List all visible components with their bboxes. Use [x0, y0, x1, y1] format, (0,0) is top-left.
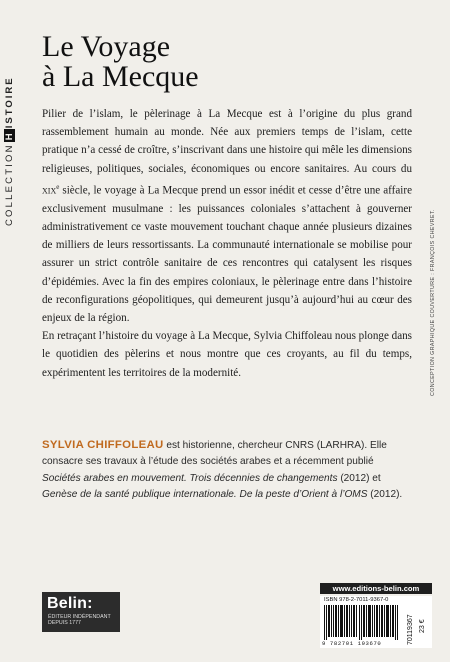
belin-logo-line-2: DEPUIS 1777 [48, 620, 81, 627]
century-sup: e [56, 182, 60, 191]
belin-logo-line-1: ÉDITEUR INDÉPENDANT [48, 614, 111, 620]
book-title [42, 32, 199, 92]
barcode-bars [324, 605, 400, 640]
title-line-2: à La Mecque [42, 60, 199, 93]
cover-design-credit: CONCEPTION GRAPHIQUE COUVERTURE : FRANÇOIS CHEVRET. [430, 209, 436, 396]
collection-h-mark: H [4, 131, 15, 141]
belin-logo [42, 592, 120, 632]
barcode-digits: 9 782701 193670 [322, 640, 382, 647]
author-bio-a: est historienne, chercheur CNRS (LARHRA). Elle consacre ses travaux à l’étude des sociétés arabes et a récemment publié [42, 440, 387, 468]
summary-text [42, 105, 412, 382]
author-name: SYLVIA CHIFFOLEAU [42, 439, 164, 451]
collection-label [4, 76, 15, 226]
collection-label-prefix: COLLECTION [4, 143, 15, 226]
belin-logo-word: Belin: [47, 595, 93, 612]
author-bio [42, 437, 412, 504]
summary-para1-a: Pilier de l’islam, le pèlerinage à La Mecque est à l’origine du plus grand rassemblement humain au monde. Née aux premiers temps de l’islam, cette pratique n’a cessé de croître, s’inscrivant dans une histoire qui mêle les dimensions religieuses, politiques, sociales, économiques ou encore sanitaires. Au cours du [42, 108, 412, 175]
author-bio-c: (2012). [367, 489, 403, 501]
summary-paragraph-1 [42, 105, 412, 327]
internal-code: 70119367 [407, 614, 414, 645]
author-book-2: Genèse de la santé publique internationale. De la peste d’Orient à l’OMS [42, 489, 368, 501]
author-bio-b: (2012) et [337, 472, 381, 484]
collection-label-suffix: ISTOIRE [4, 76, 15, 129]
century-numeral: xix [42, 184, 57, 197]
title-line-1: Le Voyage [42, 30, 171, 63]
price: 23 € [419, 619, 426, 633]
belin-logo-subtitle [48, 614, 111, 627]
author-book-1: Sociétés arabes en mouvement. Trois décennies de changements [42, 472, 338, 484]
publisher-website: www.editions-belin.com [320, 583, 432, 594]
summary-para1-b: siècle, le voyage à La Mecque prend un essor inédit et cesse d’être une affaire exclusivement musulmane : les puissances coloniales s’attachent à gouverner administrativement ce vaste mouvement touchant chaque année plusieurs dizaines de milliers de leurs ressortissants. La communauté internationale se mobilise pour assurer un strict contrôle sanitaire de ces rencontres qui catalysent les risques d’épidémies. Avec la fin des empires coloniaux, le pèlerinage entre dans l’histoire de reconfigurations géopolitiques, qui demeurent jusqu’à aujourd’hui au cœur des enjeux de la région. [42, 184, 412, 324]
isbn-label: ISBN 978-2-7011-9367-0 [324, 597, 389, 603]
barcode-box [320, 596, 432, 648]
summary-paragraph-2: En retraçant l’histoire du voyage à La Mecque, Sylvia Chiffoleau nous plonge dans le quotidien des pèlerins et nous montre que ces croyants, au fil du temps, expérimentent les territoires de la modernité. [42, 330, 412, 379]
